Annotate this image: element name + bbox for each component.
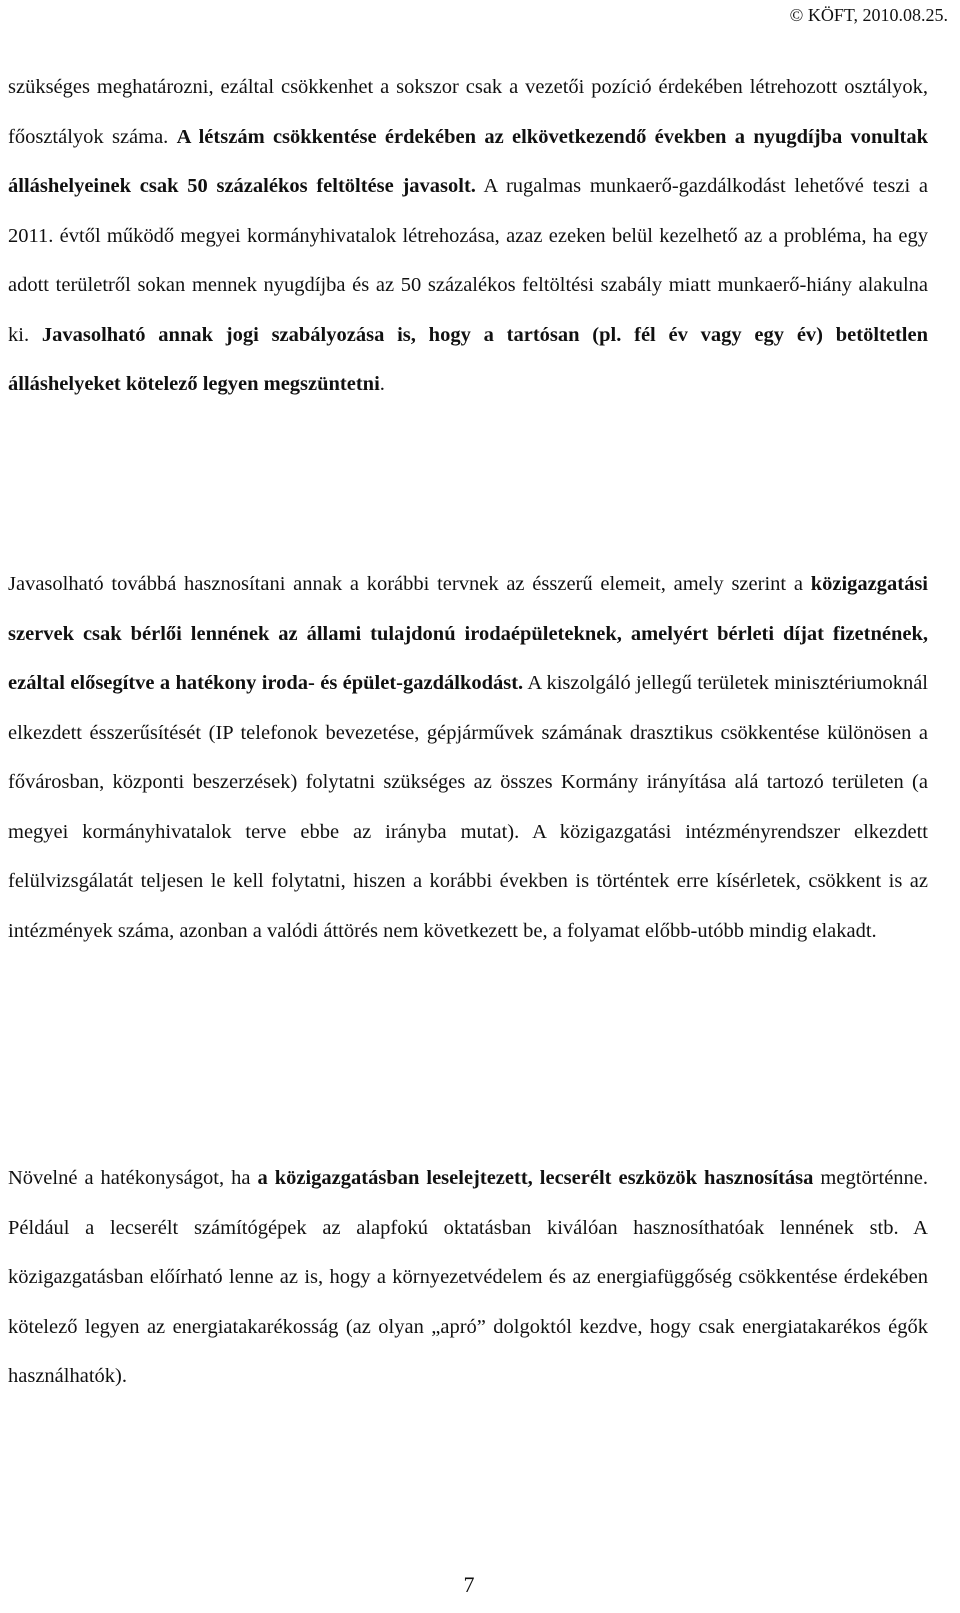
paragraph-2	[8, 560, 928, 956]
text-run: A rugalmas munkaerő-gazdálkodást lehetővé teszi a 2011. évtől működő megyei kormányhivatalok létrehozása, azaz ezeken belül kezelhető az a probléma, ha egy adott területről sokan mennek nyugdíjba és az 50 százalékos feltöltési szabály miatt munkaerő-hiány alakulna ki.	[8, 175, 928, 346]
bold-text-run: A létszám csökkentése érdekében az elkövetkezendő években a nyugdíjba vonultak álláshelyeinek csak 50 százalékos feltöltése javasolt.	[8, 125, 928, 197]
text-run: megtörténne. Például a lecserélt számítógépek az alapfokú oktatásban kiválóan hasznosíthatóak lennének stb. A közigazgatásban előírható lenne az is, hogy a környezetvédelem és az energiafüggőség csökkentése érdekében kötelező legyen az energiatakarékosság (az olyan „apró” dolgoktól kezdve, hogy csak energiatakarékos égők használhatók).	[8, 1167, 929, 1387]
text-run: A kiszolgáló jellegű területek minisztériumoknál elkezdett ésszerűsítését (IP telefonok bevezetése, gépjárművek számának drasztikus csökkentése különösen a fővárosban, központi beszerzések) folytatni szükséges az összes Kormány irányítása alá tartozó területen (a megyei kormányhivatalok terve ebbe az irányba mutat). A közigazgatási intézményrendszer elkezdett felülvizsgálatát teljesen le kell folytatni, hiszen a korábbi években is történtek erre kísérletek, csökkent is az intézmények száma, azonban a valódi áttörés nem következett be, a folyamat előbb-utóbb mindig elakadt.	[8, 672, 928, 942]
text-run: Javasolható továbbá hasznosítani annak a korábbi tervnek az ésszerű elemeit, amely szerint a	[8, 573, 811, 595]
document-header: © KÖFT, 2010.08.25.	[789, 5, 948, 25]
text-run: .	[379, 373, 385, 395]
bold-text-run: közigazgatási szervek csak bérlői lennének az állami tulajdonú irodaépületeknek, amelyért bérleti díjat fizetnének, ezáltal elősegítve a hatékony iroda- és épület-gazdálkodást.	[8, 573, 928, 694]
bold-text-run: a közigazgatásban leselejtezett, lecserélt eszközök hasznosítása	[257, 1167, 814, 1189]
paragraph-3	[8, 1154, 928, 1402]
paragraph-1	[8, 63, 928, 410]
text-run: Növelné a hatékonyságot, ha	[8, 1167, 258, 1189]
page-number: 7	[463, 1572, 475, 1597]
bold-text-run: Javasolható annak jogi szabályozása is, hogy a tartósan (pl. fél év vagy egy év) betöltetlen álláshelyeket kötelező legyen megszüntetni	[8, 323, 928, 395]
text-run: szükséges meghatározni, ezáltal csökkenhet a sokszor csak a vezetői pozíció érdekében létrehozott osztályok, főosztályok száma.	[8, 76, 928, 148]
